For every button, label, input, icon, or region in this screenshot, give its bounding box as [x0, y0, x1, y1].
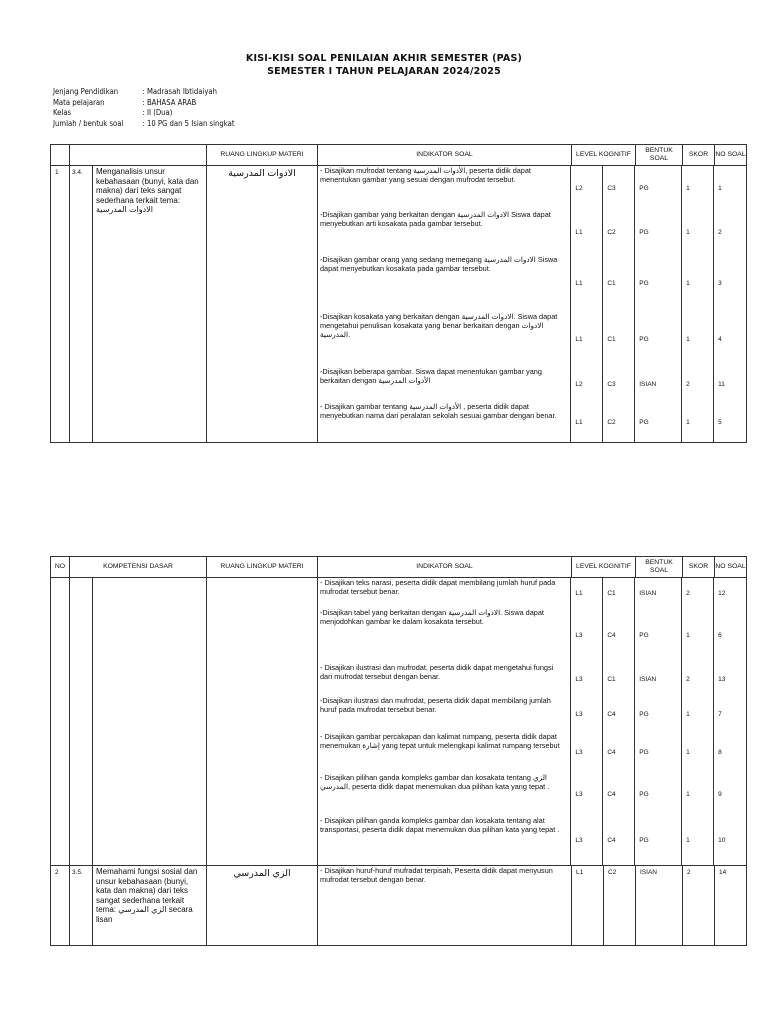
indikator-item	[318, 696, 746, 732]
table-row	[51, 866, 747, 946]
indikator-text: - Disajikan mufrodat tentang الأدوات المدرسية, peserta didik dapat menentukan gambar yang sesuai dengan mufrodat tersebut.	[318, 166, 571, 210]
level-l: L3	[571, 773, 603, 816]
header-level: LEVEL KOGNITIF	[572, 145, 636, 166]
document-meta	[53, 87, 235, 129]
header-no	[51, 145, 70, 166]
indikator-text: - Disajikan teks narasi, peserta didik dapat membilang jumlah huruf pada mufrodat tersebut benar.	[318, 578, 571, 608]
indikator-item	[318, 608, 746, 663]
bentuk-soal: PG	[635, 773, 682, 816]
table-header	[51, 557, 747, 578]
skor: 1	[682, 773, 714, 816]
header-nosoal: NO SOAL	[715, 557, 747, 578]
level-c: C4	[603, 696, 635, 732]
table-row	[51, 166, 747, 443]
meta-row-kelas: Kelas : II (Dua)	[53, 108, 173, 117]
row-no: 1	[51, 166, 70, 443]
ruang-lingkup: الادوات المدرسية	[207, 166, 318, 443]
meta-row-mapel: Mata pelajaran : BAHASA ARAB	[53, 97, 197, 107]
bentuk-soal: PG	[635, 608, 682, 663]
indikator-text: - Disajikan gambar tentang الأدوات المدرسية , peserta didik dapat menyebutkan nama dari peralatan sekolah sesuai gambar dengan benar.	[318, 402, 571, 442]
no-soal: 6	[718, 632, 722, 639]
header-bentuk: BENTUK SOAL	[636, 557, 683, 578]
level-c: C2	[603, 402, 635, 442]
header-skor: SKOR	[683, 145, 715, 166]
ruang-lingkup: الزي المدرسي	[207, 866, 318, 946]
skor: 1	[682, 402, 714, 442]
no-soal: 5	[718, 418, 722, 426]
no-soal: 13	[718, 676, 726, 683]
bentuk-soal: ISIAN	[635, 663, 682, 696]
header-level: LEVEL KOGNITIF	[572, 557, 636, 578]
level-l: L1	[571, 210, 603, 255]
bentuk-soal: PG	[635, 255, 682, 312]
level-l: L1	[571, 402, 603, 442]
level-l: L3	[571, 816, 603, 865]
header-indikator: INDIKATOR SOAL	[318, 557, 572, 578]
row-no	[51, 578, 70, 866]
skor: 1	[682, 732, 714, 773]
document-subtitle: SEMESTER I TAHUN PELAJARAN 2024/2025	[267, 66, 501, 77]
document-title: KISI-KISI SOAL PENILAIAN AKHIR SEMESTER (PAS)	[245, 53, 523, 64]
level-c: C4	[603, 773, 635, 816]
bentuk-soal: ISIAN	[635, 578, 682, 608]
no-soal: 3	[718, 280, 722, 287]
indikator-group	[318, 166, 747, 443]
indikator-item	[318, 732, 746, 773]
header-indikator: INDIKATOR SOAL	[318, 145, 572, 166]
skor: 2	[682, 367, 714, 402]
level-c: C3	[603, 166, 635, 210]
header-kd: KOMPETENSI DASAR	[70, 557, 207, 578]
level-c: C1	[603, 255, 635, 312]
indikator-list	[318, 166, 746, 442]
header-no: NO	[51, 557, 70, 578]
skor: 1	[682, 255, 714, 312]
bentuk-soal: PG	[635, 210, 682, 255]
level-c: C2	[604, 866, 636, 946]
table-header	[51, 145, 747, 166]
level-l: L2	[571, 367, 603, 402]
indikator-text: -Disajikan beberapa gambar. Siswa dapat menentukan gambar yang berkaitan dengan الأدوات المدرسية	[318, 367, 571, 402]
level-c: C4	[603, 732, 635, 773]
skor: 1	[682, 608, 714, 663]
kd-number	[70, 578, 93, 866]
bentuk-soal: PG	[635, 402, 682, 442]
meta-row-jenjang: Jenjang Pendidikan : Madrasah Ibtidaiyah	[53, 87, 218, 96]
indikator-group	[318, 578, 747, 866]
level-l: L1	[571, 312, 603, 367]
bentuk-soal: ISIAN	[636, 866, 683, 946]
header-skor: SKOR	[683, 557, 715, 578]
bentuk-soal: PG	[635, 816, 682, 865]
level-l: L1	[571, 255, 603, 312]
indikator-item	[318, 816, 746, 865]
bentuk-soal: PG	[635, 732, 682, 773]
level-l: L3	[571, 608, 603, 663]
level-c: C3	[603, 367, 635, 402]
level-l: L2	[571, 166, 603, 210]
indikator-list	[318, 578, 746, 865]
bentuk-soal: PG	[635, 312, 682, 367]
indikator-text: -Disajikan gambar orang yang sedang memegang الادوات المدرسية Siswa dapat menyebutkan kosakata pada gambar tersebut.	[318, 255, 571, 312]
level-c: C4	[603, 608, 635, 663]
skor: 2	[683, 866, 715, 946]
header-nosoal: NO SOAL	[715, 145, 747, 166]
indikator-item	[318, 773, 746, 816]
header-ruang: RUANG LINGKUP MATERI	[207, 145, 318, 166]
bentuk-soal: PG	[635, 166, 682, 210]
level-l: L1	[572, 866, 604, 946]
indikator-text: - Disajikan gambar percakapan dan kalimat rumpang, peserta didik dapat menemukan إشارة yang tepat untuk melengkapi kalimat rumpang tersebut	[318, 732, 571, 773]
table-row	[51, 578, 747, 866]
kisi-table-1	[50, 144, 747, 443]
no-soal: 11	[718, 381, 725, 388]
kd-text	[93, 578, 207, 866]
level-l: L3	[571, 732, 603, 773]
no-soal: 8	[718, 749, 722, 756]
no-soal: 7	[718, 710, 722, 718]
kisi-table-2	[50, 556, 747, 946]
no-soal: 10	[718, 837, 726, 844]
indikator-item	[318, 367, 746, 402]
level-c: C4	[603, 816, 635, 865]
no-soal: 1	[718, 184, 722, 192]
level-l: L3	[571, 696, 603, 732]
indikator-item	[318, 402, 746, 442]
no-soal: 12	[718, 589, 726, 597]
no-soal: 2	[718, 229, 722, 236]
bentuk-soal: ISIAN	[635, 367, 682, 402]
bentuk-soal: PG	[635, 696, 682, 732]
indikator-item	[318, 255, 746, 312]
no-soal: 4	[718, 336, 722, 343]
kd-number: 3.4.	[70, 166, 93, 443]
skor: 1	[682, 210, 714, 255]
skor: 1	[682, 166, 714, 210]
header-bentuk: BENTUK SOAL	[636, 145, 683, 166]
skor: 1	[682, 696, 714, 732]
kd-text: Memahami fungsi sosial dan unsur kebahasaan (bunyi, kata dan makna) dari teks sangat sederhana terkait tema: الزي المدرسي secara lisan	[93, 866, 207, 946]
header-ruang: RUANG LINGKUP MATERI	[207, 557, 318, 578]
indikator-text: -Disajikan ilustrasi dan mufrodat, peserta didik dapat membilang jumlah huruf pada mufrodat tersebut benar.	[318, 696, 571, 732]
ruang-lingkup	[207, 578, 318, 866]
indikator-text: -Disajikan gambar yang berkaitan dengan الادوات المدرسية Siswa dapat menyebutkan arti kosakata pada gambar tersebut.	[318, 210, 571, 255]
indikator-text: -Disajikan tabel yang berkaitan dengan الادوات المدرسية. Siswa dapat menjodohkan gambar ke dalam kosakata tersebut.	[318, 608, 571, 663]
level-l: L3	[571, 663, 603, 696]
level-c: C1	[603, 663, 635, 696]
kd-text: Menganalisis unsur kebahasaan (bunyi, kata dan makna) dari teks sangat sederhana terkait tema: الادوات المدرسية	[93, 166, 207, 443]
indikator-text: - Disajikan huruf-huruf mufradat terpisah, Peserta didik dapat menyusun mufrodat tersebut dengan benar.	[318, 866, 572, 946]
skor: 2	[682, 663, 714, 696]
indikator-text: - Disajikan ilustrasi dan mufrodat, peserta didik dapat mengetahui fungsi dari mufrodat tersebut dengan benar.	[318, 663, 571, 696]
indikator-text: - Disajikan pilihan ganda kompleks gambar dan kosakata tentang alat transportasi, peserta didik dapat menemukan dua pilihan kata yang tepat .	[318, 816, 571, 865]
skor: 2	[682, 578, 714, 608]
skor: 1	[682, 312, 714, 367]
indikator-text: - Disajikan pilihan ganda kompleks gambar dan kosakata tentang الزي المدرسي, peserta didik dapat menemukan dua pilihan kata yang tepat .	[318, 773, 571, 816]
no-soal: 14	[715, 866, 747, 946]
indikator-item	[318, 578, 746, 608]
level-c: C1	[603, 312, 635, 367]
header-kd	[70, 145, 207, 166]
indikator-item	[318, 312, 746, 367]
kd-number: 3.5.	[70, 866, 93, 946]
indikator-item	[318, 663, 746, 696]
level-c: C1	[603, 578, 635, 608]
row-no: 2	[51, 866, 70, 946]
meta-row-jumlah: Jumlah / bentuk soal : 10 PG dan 5 Isian singkat	[53, 118, 235, 128]
skor: 1	[682, 816, 714, 865]
no-soal: 9	[718, 791, 722, 798]
indikator-item	[318, 210, 746, 255]
indikator-text: -Disajikan kosakata yang berkaitan dengan الادوات المدرسية. Siswa dapat mengetahui penulisan kosakata yang benar berkaitan dengan الادوات المدرسية.	[318, 312, 571, 367]
indikator-item	[318, 166, 746, 210]
level-l: L1	[571, 578, 603, 608]
level-c: C2	[603, 210, 635, 255]
